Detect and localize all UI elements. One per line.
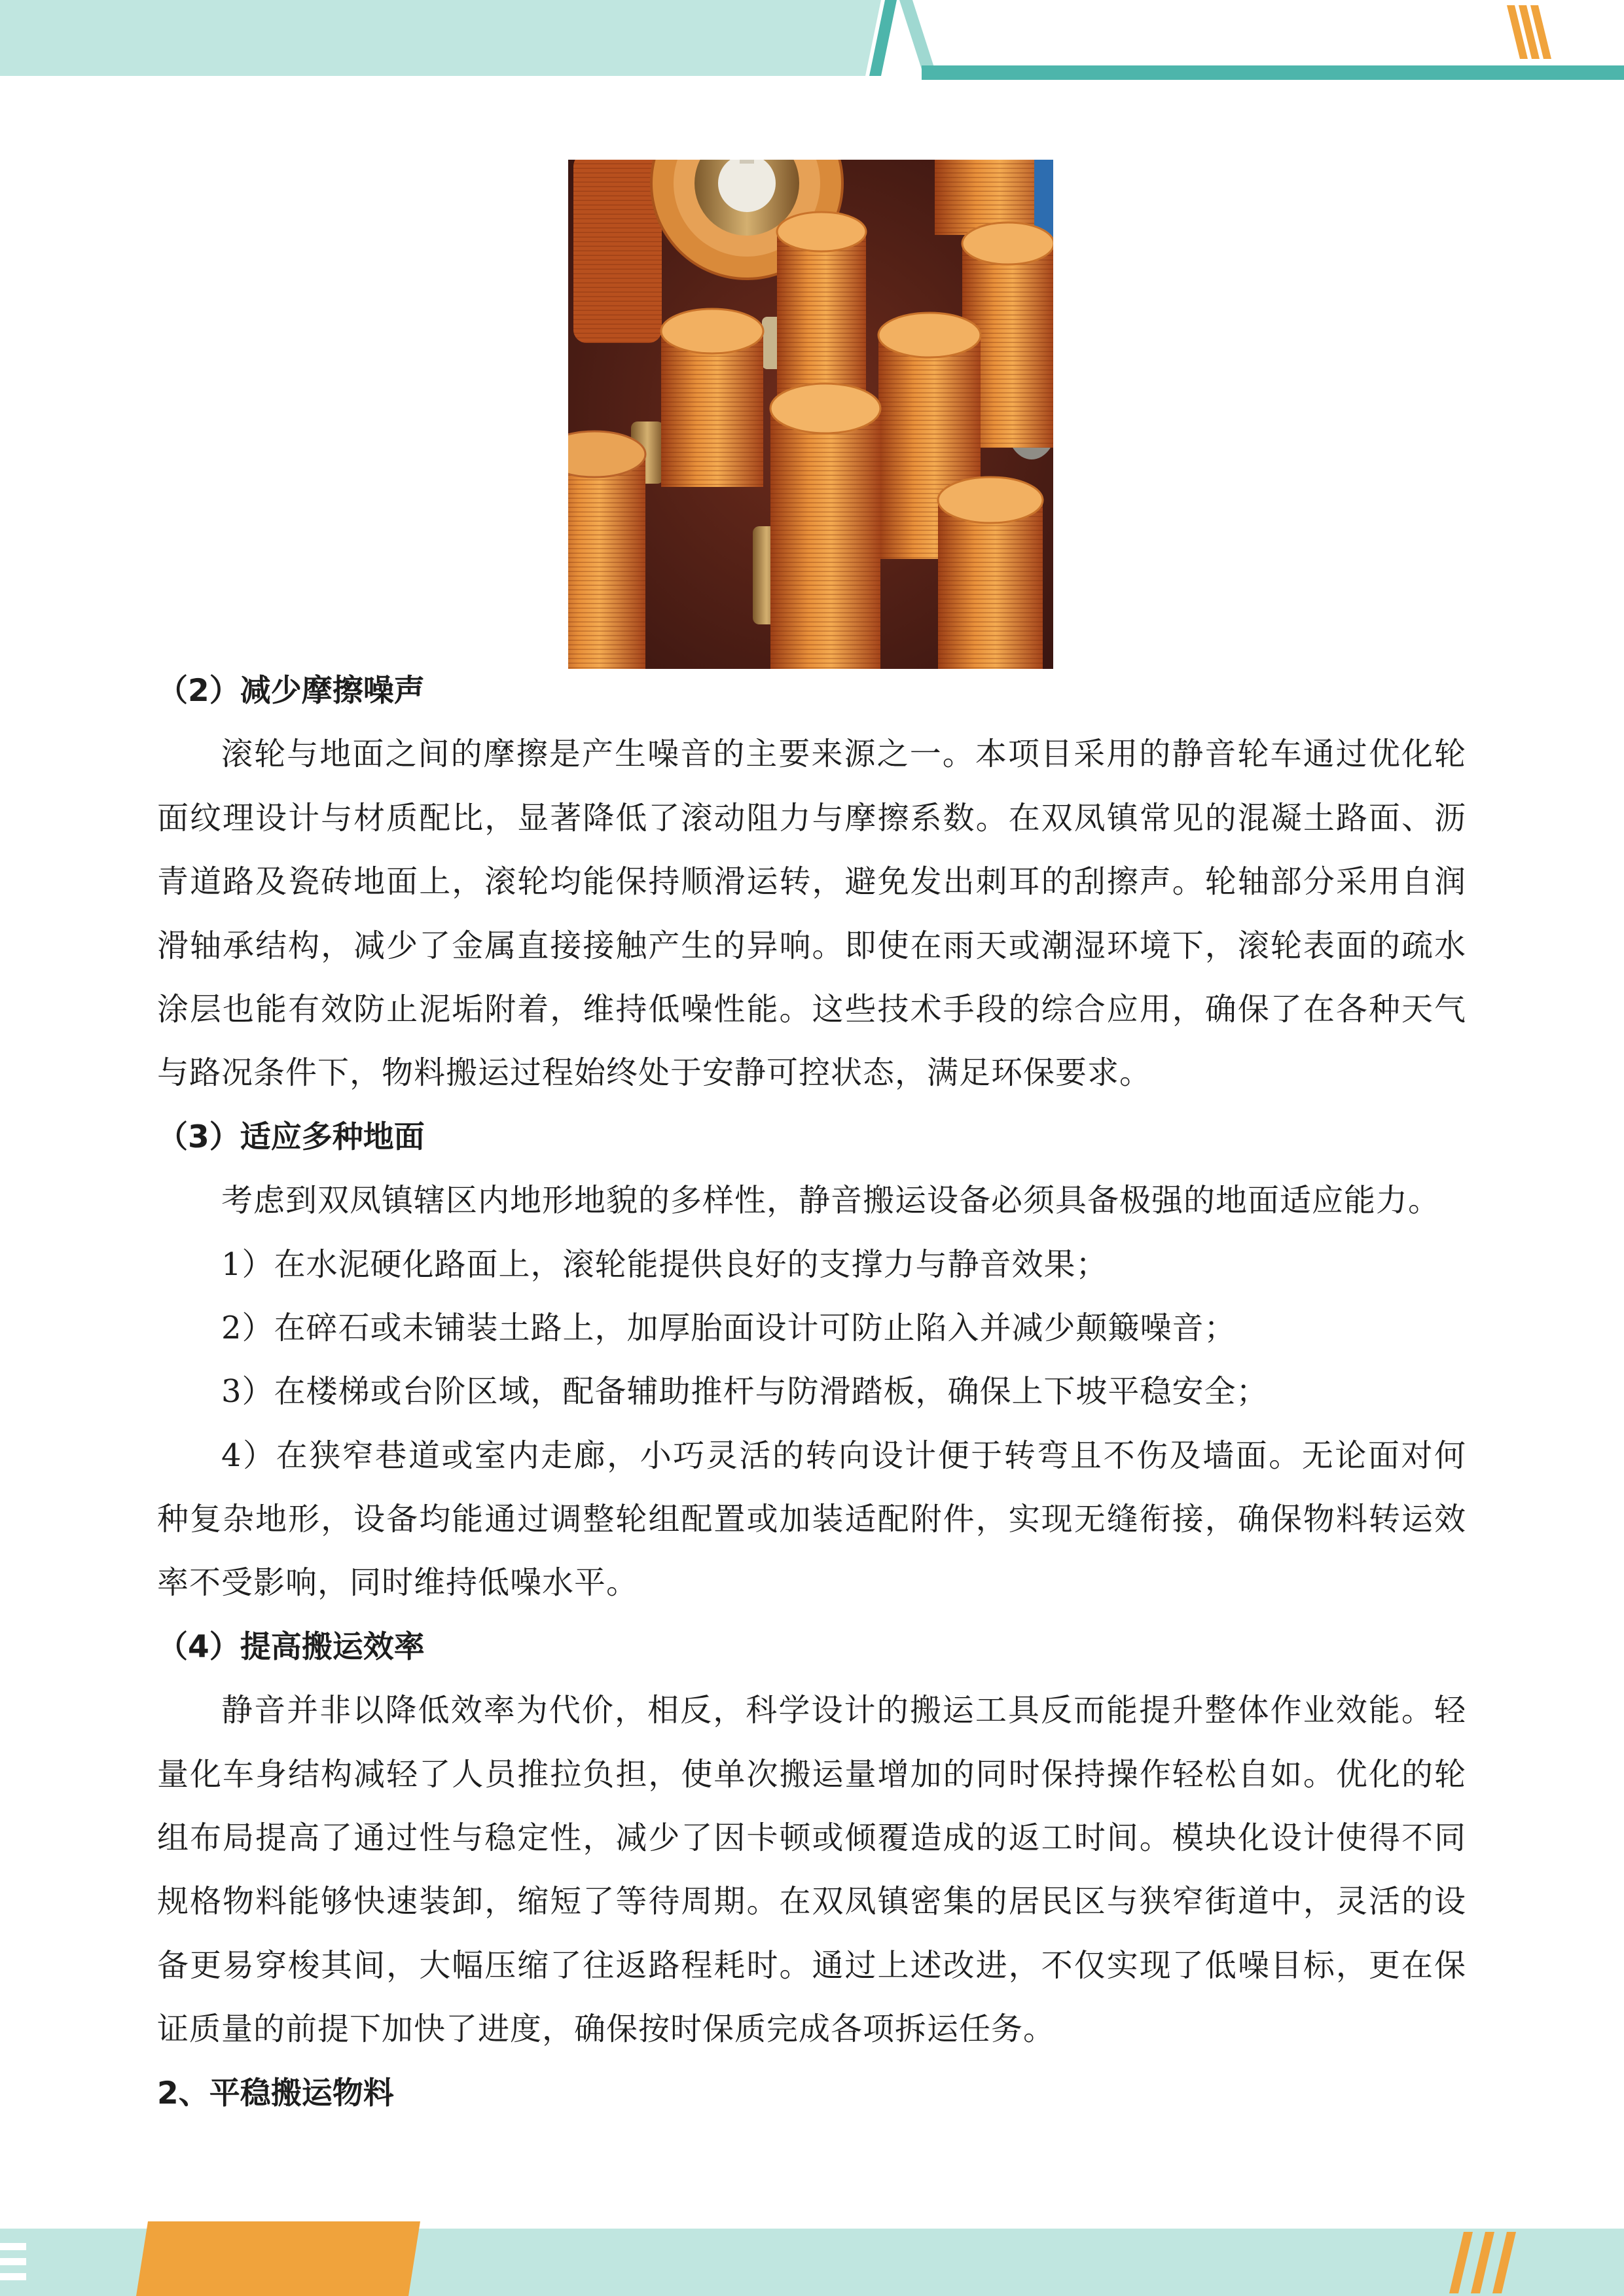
article-body	[157, 659, 1466, 2125]
list-item	[157, 1424, 1466, 1615]
section-heading: （4）提高搬运效率	[157, 1628, 425, 1665]
footer-decoration	[0, 2219, 1624, 2296]
wheels-photo	[568, 160, 1053, 669]
paragraph-line: 静音并非以降低效率为代价，相反，科学设计的搬运工具反而能提升整体作业效能。轻	[221, 1692, 1466, 1729]
paragraph-line: 涂层也能有效防止泥垢附着，维持低噪性能。这些技术手段的综合应用，确保了在各种天气	[157, 990, 1466, 1028]
section-heading: （2）减少摩擦噪声	[157, 673, 425, 709]
paragraph-line: 种复杂地形，设备均能通过调整轮组配置或加装适配附件，实现无缝衔接，确保物料转运效	[157, 1501, 1466, 1538]
section-heading: 2、平稳搬运物料	[157, 2075, 394, 2111]
paragraph-line: 滑轴承结构，减少了金属直接接触产生的异响。即使在雨天或潮湿环境下，滚轮表面的疏水	[157, 927, 1466, 964]
paragraph-line: 1）在水泥硬化路面上，滚轮能提供良好的支撑力与静音效果；	[221, 1246, 1108, 1283]
paragraph	[157, 1169, 1466, 1232]
header-mint-band	[0, 0, 881, 76]
wheel	[661, 309, 763, 487]
paragraph-line: 率不受影响，同时维持低噪水平。	[157, 1564, 639, 1602]
wheel	[770, 384, 880, 669]
paragraph-line: 组布局提高了通过性与稳定性，减少了因卡顿或倾覆造成的返工时间。模块化设计使得不同	[157, 1820, 1466, 1857]
paragraph	[157, 1679, 1466, 2061]
paragraph-line: 滚轮与地面之间的摩擦是产生噪音的主要来源之一。本项目采用的静音轮车通过优化轮	[221, 736, 1466, 773]
wheel	[573, 160, 662, 343]
paragraph-line: 青道路及瓷砖地面上，滚轮均能保持顺滑运转，避免发出刺耳的刮擦声。轮轴部分采用自润	[157, 863, 1466, 901]
paragraph-line: 考虑到双凤镇辖区内地形地貌的多样性，静音搬运设备必须具备极强的地面适应能力。	[221, 1182, 1441, 1219]
paragraph-line: 规格物料能够快速装卸，缩短了等待周期。在双凤镇密集的居民区与狭窄街道中，灵活的设	[157, 1883, 1466, 1920]
paragraph-line: 3）在楼梯或台阶区域，配备辅助推杆与防滑踏板，确保上下坡平稳安全；	[221, 1373, 1269, 1410]
list-item	[157, 1360, 1466, 1424]
header-teal-line	[922, 65, 1624, 80]
diagonal-stripes-icon	[1507, 5, 1551, 59]
paragraph-line: 面纹理设计与材质配比，显著降低了滚动阻力与摩擦系数。在双凤镇常见的混凝土路面、沥	[157, 799, 1466, 836]
section-heading: （3）适应多种地面	[157, 1119, 425, 1155]
list-item	[157, 1233, 1466, 1297]
header-decoration	[0, 0, 1624, 85]
paragraph-line: 量化车身结构减轻了人员推拉负担，使单次搬运量增加的同时保持操作轻松自如。优化的轮	[157, 1755, 1466, 1793]
header-light-stripe	[899, 0, 936, 73]
paragraph-line: 证质量的前提下加快了进度，确保按时保质完成各项拆运任务。	[157, 2011, 1056, 2048]
paragraph-line: 4）在狭窄巷道或室内走廊，小巧灵活的转向设计便于转弯且不伤及墙面。无论面对何	[221, 1437, 1466, 1474]
wheel	[568, 431, 645, 669]
horizontal-bars-icon	[0, 2243, 26, 2280]
paragraph-line: 与路况条件下，物料搬运过程始终处于安静可控状态，满足环保要求。	[157, 1054, 1152, 1092]
list-item	[157, 1297, 1466, 1360]
paragraph-line: 备更易穿梭其间，大幅压缩了往返路程耗时。通过上述改进，不仅实现了低噪目标，更在保	[157, 1946, 1466, 1984]
footer-orange-tab	[136, 2221, 420, 2296]
wheel	[938, 477, 1043, 669]
paragraph-line: 2）在碎石或未铺装土路上，加厚胎面设计可防止陷入并减少颠簸噪音；	[221, 1309, 1236, 1346]
paragraph	[157, 723, 1466, 1105]
